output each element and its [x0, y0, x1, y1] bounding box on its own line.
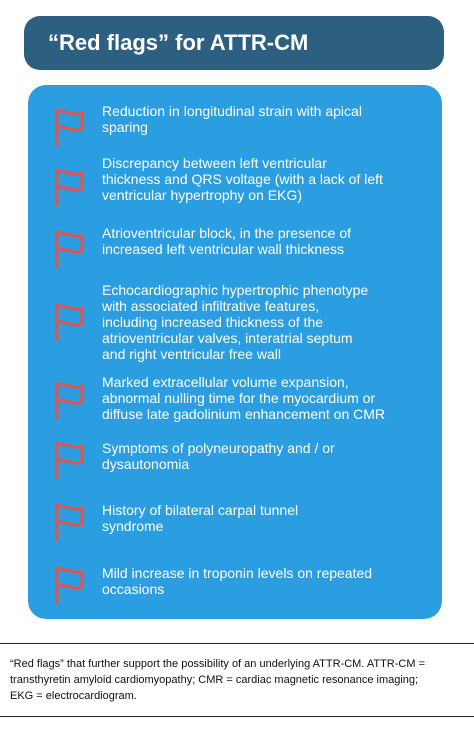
item-text: Echocardiographic hypertrophic phenotype with associated infiltrative features, including increased thickness of the atrioventricular valves, interatrial septum and right ventricular free wall: [102, 282, 369, 362]
item-text: Marked extracellular volume expansion, abnormal nulling time for the myocardium or diffuse late gadolinium enhancement on CMR: [102, 374, 386, 422]
red-flag-icon: [52, 302, 86, 342]
item-text: Reduction in longitudinal strain with apical sparing: [102, 103, 362, 135]
item-text: Symptoms of polyneuropathy and / or dysautonomia: [102, 440, 335, 472]
divider: [0, 716, 474, 717]
title-banner: [24, 16, 444, 70]
red-flags-panel: [28, 85, 442, 619]
red-flag-icon: [52, 380, 86, 420]
item-text: Mild increase in troponin levels on repeated occasions: [102, 565, 373, 597]
item-text: History of bilateral carpal tunnel syndrome: [102, 502, 299, 534]
divider: [0, 643, 474, 644]
red-flag-icon: [52, 229, 86, 269]
item-text: Atrioventricular block, in the presence of increased left ventricular wall thickness: [102, 225, 352, 257]
item-text: Discrepancy between left ventricular thickness and QRS voltage (with a lack of left ventricular hypertrophy on EKG): [102, 155, 383, 203]
page-title: “Red flags” for ATTR-CM: [48, 30, 309, 55]
red-flag-icon: [52, 565, 86, 605]
red-flag-icon: [52, 440, 86, 480]
red-flag-icon: [52, 107, 86, 147]
red-flag-icon: [52, 502, 86, 542]
footnote: “Red flags” that further support the possibility of an underlying ATTR-CM. ATTR-CM = transthyretin amyloid cardiomyopathy; CMR = cardiac magnetic resonance imaging; EKG = electrocardiogram.: [10, 658, 425, 702]
red-flag-icon: [52, 167, 86, 207]
